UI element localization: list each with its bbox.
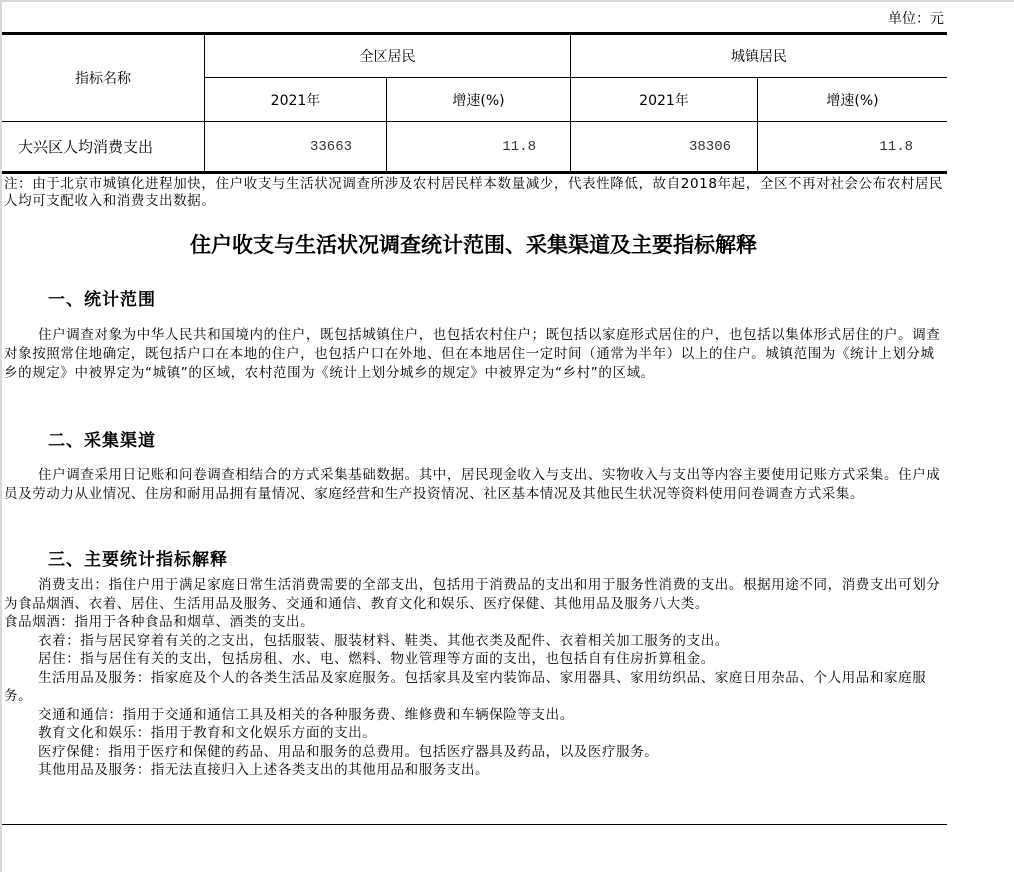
table-footnote: 注：由于北京市城镇化进程加快，住户收支与生活状况调查所涉及农村居民样本数量减少，代表性降低，故自2018年起，全区不再对社会公布农村居民人均可支配收入和消费支出数据。: [4, 176, 944, 209]
definition-item: 食品烟酒：指用于各种食品和烟草、酒类的支出。: [4, 614, 315, 630]
table-col-header: 增速(%): [452, 92, 505, 109]
definition-item: 生活用品及服务：指家庭及个人的各类生活品及家庭服务。包括家具及室内装饰品、家用器具、家用纺织品、家庭日用杂品、个人用品和家庭服务。: [4, 669, 927, 704]
table-cell-value: 38306: [688, 138, 731, 155]
definition-item: 衣着：指与居民穿着有关的之支出，包括服装、服装材料、鞋类、其他衣类及配件、衣着相关加工服务的支出。: [38, 632, 729, 649]
table-col-header: 2021年: [270, 92, 321, 109]
table-col-header: 增速(%): [826, 92, 879, 109]
definition-item: 教育文化和娱乐：指用于教育和文化娱乐方面的支出。: [38, 725, 377, 741]
section-heading-indicators: 三、主要统计指标解释: [48, 550, 228, 570]
table-col-header: 2021年: [639, 92, 689, 109]
section-body-channels: 住户调查采用日记账和问卷调查相结合的方式采集基础数据。其中，居民现金收入与支出、实物收入与支出等内容主要使用记账方式采集。住户成员及劳动力从业情况、住房和耐用品拥有量情况、家庭经营和生产投资情况、社区基本情况及其他民生状况等资料使用问卷调查方式采集。: [4, 467, 941, 502]
section-body-scope: 住户调查对象为中华人民共和国境内的住户，既包括城镇住户，也包括农村住户；既包括以家庭形式居住的户，也包括以集体形式居住的户。调查对象按照常住地确定，既包括户口在本地的住户，也包括户口在外地、但在本地居住一定时间（通常为半年）以上的住户。城镇范围为《统计上划分城乡的规定》中被界定为“城镇”的区域，农村范围为《统计上划分城乡的规定》中被界定为“乡村”的区域。: [4, 327, 941, 381]
page-bottom-rule: [2, 824, 947, 825]
section-heading-channels: 二、采集渠道: [48, 431, 156, 451]
table-row-header: 指标名称: [75, 71, 131, 87]
definition-item: 消费支出：指住户用于满足家庭日常生活消费需要的全部支出，包括用于消费品的支出和用于服务性消费的支出。根据用途不同，消费支出可划分为食品烟酒、衣着、居住、生活用品及服务、交通和通信、教育文化和娱乐、医疗保健、其他用品及服务八大类。: [4, 577, 941, 612]
definition-item: 居住：指与居住有关的支出，包括房租、水、电、燃料、物业管理等方面的支出，也包括自有住房折算租金。: [38, 651, 715, 667]
table-cell-value: 11.8: [879, 138, 913, 155]
definition-item: 其他用品及服务：指无法直接归入上述各类支出的其他用品和服务支出。: [38, 762, 490, 778]
table-group-header-urban: 城镇居民: [731, 49, 787, 65]
indicator-definitions: [4, 576, 944, 780]
definition-item: 医疗保健：指用于医疗和保健的药品、用品和服务的总费用。包括医疗器具及药品，以及医疗服务。: [38, 743, 659, 760]
table-group-header-all: 全区居民: [359, 49, 416, 65]
table-cell-value: 33663: [309, 138, 352, 155]
table-bottom-rule: [2, 171, 947, 174]
section-heading-scope: 一、统计范围: [48, 290, 156, 310]
window-left-border: [0, 0, 2, 872]
window-top-border: [0, 0, 1014, 2]
table-cell-value: 11.8: [502, 138, 536, 155]
document-title: 住户收支与生活状况调查统计范围、采集渠道及主要指标解释: [190, 232, 757, 257]
unit-label: 单位：元: [888, 11, 944, 27]
definition-item: 交通和通信：指用于交通和通信工具及相关的各种服务费、维修费和车辆保险等支出。: [38, 706, 574, 723]
table-row-name: 大兴区人均消费支出: [18, 138, 154, 156]
